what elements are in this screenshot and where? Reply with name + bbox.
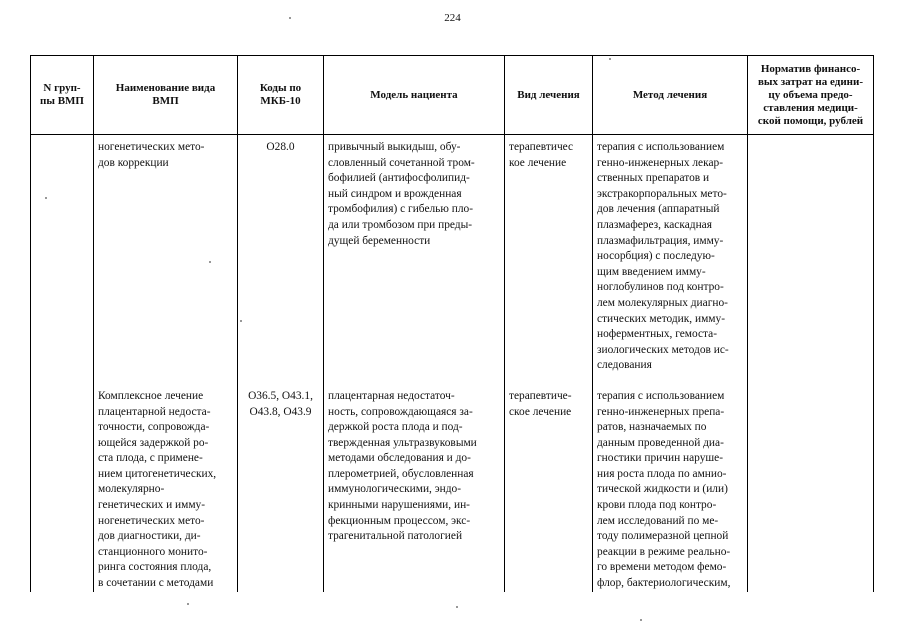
- cell-method: терапия с использованием генно-инженерных препа- ратов, назначаемых по данным проведенной диа- гностики причин наруше- ния роста плода по амнио- тической жидкости и (или) крови плода под контро- лем исследований по ме- тоду полимеразной цепной реакции в режиме реально- го времени методом фемо- флор, бактериологическим,: [593, 388, 748, 592]
- cell-codes: O36.5, O43.1, O43.8, O43.9: [238, 388, 324, 592]
- table-row: [31, 135, 874, 374]
- scan-speck: [640, 619, 642, 621]
- row-spacer: [31, 374, 874, 388]
- cell-norm: [748, 388, 874, 592]
- header-norm: Норматив финансо- вых затрат на едини- цу объема предо- ставления медици- ской помощи, рублей: [748, 56, 874, 135]
- cell-method: терапия с использованием генно-инженерных лекар- ственных препаратов и экстракорпоральных мето- дов лечения (аппаратный плазмаферез, каскадная плазмафильтрация, имму- носорбция) с последую- щим введением имму- ноглобулинов под контро- лем молекулярных диагно- стических методик, имму- ноферментных, гемоста- зиологических методов ис- следования: [593, 135, 748, 374]
- vmp-table: [30, 55, 874, 592]
- cell-treatment-type: терапевтичес кое лечение: [505, 135, 593, 374]
- cell-treatment-type: терапевтиче- ское лечение: [505, 388, 593, 592]
- header-name: Наименование вида ВМП: [94, 56, 238, 135]
- header-group: N груп- пы ВМП: [31, 56, 94, 135]
- table-row: [31, 388, 874, 592]
- scan-speck: [240, 320, 242, 322]
- scan-speck: [609, 58, 611, 60]
- cell-name: ногенетических мето- дов коррекции: [94, 135, 238, 374]
- table-header-row: [31, 56, 874, 135]
- cell-group: [31, 388, 94, 592]
- cell-model: плацентарная недостаточ- ность, сопровождающаяся за- держкой роста плода и под- твержденная ультразвуковыми методами обследования и до- плерометрией, обусловленная иммунологическими, эндо- кринными нарушениями, ин- фекционным процессом, экс- трагенитальной патологией: [324, 388, 505, 592]
- scan-speck: [289, 17, 291, 19]
- header-codes: Коды по МКБ-10: [238, 56, 324, 135]
- scan-speck: [209, 261, 211, 263]
- scan-speck: [456, 606, 458, 608]
- cell-norm: [748, 135, 874, 374]
- header-model: Модель нациента: [324, 56, 505, 135]
- cell-name: Комплексное лечение плацентарной недоста- точности, сопровожда- ющейся задержкой ро- ста плода, с примене- нием цитогенетических, молекулярно- генетических и имму- ногенетических мето- дов диагностики, ди- станционного монито- ринга состояния плода, в сочетании с методами: [94, 388, 238, 592]
- scan-speck: [45, 197, 47, 199]
- header-method: Метод лечения: [593, 56, 748, 135]
- cell-model: привычный выкидыш, обу- словленный сочетанной тром- бофилией (антифосфолипид- ный синдром и врожденная тромбофилия) с гибелью пло- да или тромбозом при преды- дущей беременности: [324, 135, 505, 374]
- page-number: 224: [444, 12, 461, 24]
- cell-group: [31, 135, 94, 374]
- scan-speck: [187, 603, 189, 605]
- header-treatment-type: Вид лечения: [505, 56, 593, 135]
- cell-codes: O28.0: [238, 135, 324, 374]
